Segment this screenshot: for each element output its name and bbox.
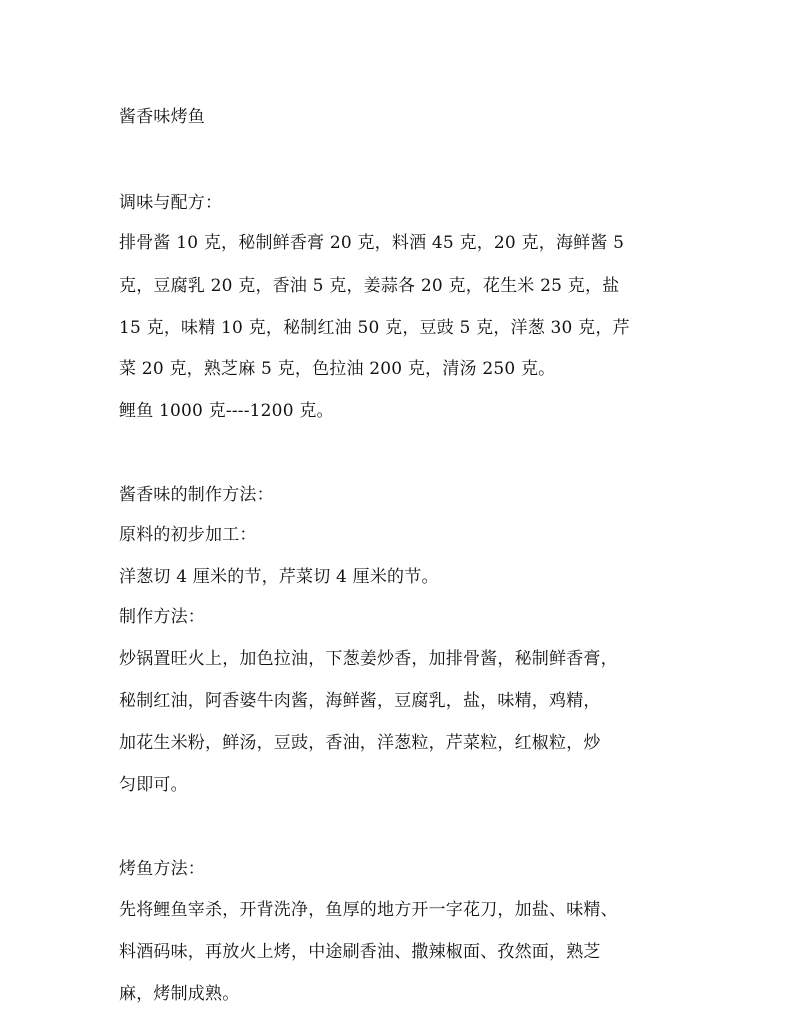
recipe-title: 酱香味烤鱼 (119, 107, 205, 127)
prep-text: 洋葱切 4 厘米的节，芹菜切 4 厘米的节。 (119, 567, 439, 587)
seasoning-line: 排骨酱 10 克，秘制鲜香膏 20 克，料酒 45 克，20 克，海鲜酱 5 (119, 233, 625, 253)
sauce-method-heading: 酱香味的制作方法： (119, 485, 274, 505)
seasoning-line: 克，豆腐乳 20 克，香油 5 克，姜蒜各 20 克，花生米 25 克，盐 (119, 276, 620, 296)
method-heading: 制作方法： (119, 607, 205, 627)
fish-method-heading: 烤鱼方法： (119, 859, 205, 879)
method-line: 匀即可。 (119, 775, 188, 795)
method-line: 加花生米粉，鲜汤，豆豉，香油，洋葱粒，芹菜粒，红椒粒，炒 (119, 733, 601, 753)
seasoning-line: 菜 20 克，熟芝麻 5 克，色拉油 200 克，清汤 250 克。 (119, 359, 556, 379)
fish-method-line: 料酒码味，再放火上烤，中途刷香油、撒辣椒面、孜然面，熟芝 (119, 942, 601, 962)
method-line: 秘制红油，阿香婆牛肉酱，海鲜酱，豆腐乳，盐，味精，鸡精， (119, 691, 601, 711)
seasoning-heading: 调味与配方： (119, 193, 223, 213)
prep-heading: 原料的初步加工： (119, 525, 257, 545)
seasoning-line: 15 克，味精 10 克，秘制红油 50 克，豆豉 5 克，洋葱 30 克，芹 (119, 318, 630, 338)
method-line: 炒锅置旺火上，加色拉油，下葱姜炒香，加排骨酱，秘制鲜香膏， (119, 649, 618, 669)
fish-method-line: 先将鲤鱼宰杀，开背洗净，鱼厚的地方开一字花刀，加盐、味精、 (119, 900, 618, 920)
fish-method-line: 麻，烤制成熟。 (119, 984, 240, 1004)
seasoning-line: 鲤鱼 1000 克----1200 克。 (119, 401, 334, 421)
